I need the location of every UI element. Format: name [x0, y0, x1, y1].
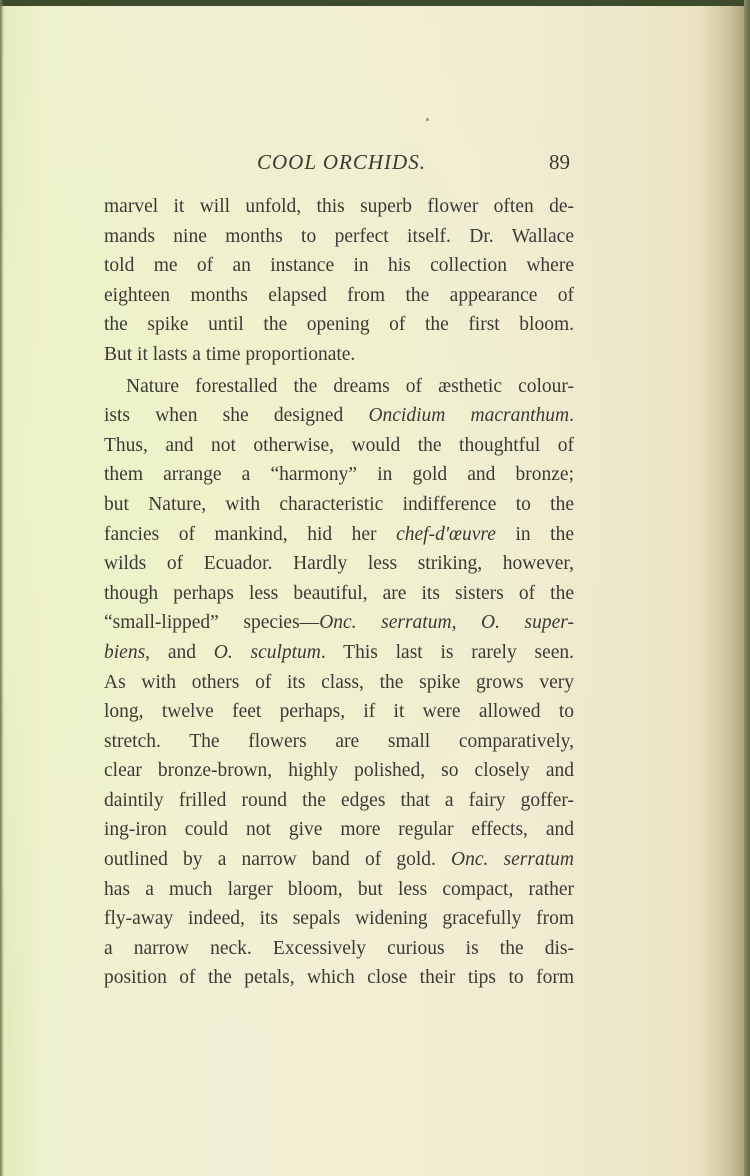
ink-speck [426, 118, 429, 121]
page-right-edge [744, 0, 750, 1176]
text-line: the spike until the opening of the first bloom. [104, 314, 574, 336]
text-line: daintily frilled round the edges that a fairy goffer- [104, 789, 574, 811]
text-line: fancies of mankind, hid her chef-d'œuvre in the [104, 523, 574, 545]
text-line: But it lasts a time proportionate. [104, 343, 356, 365]
page-top-edge [0, 0, 750, 6]
text-line: fly-away indeed, its sepals widening gracefully from [104, 908, 574, 930]
italic-term: biens [104, 641, 146, 663]
italic-term: chef-d'œuvre [396, 523, 496, 545]
page-body-text [104, 192, 574, 993]
text-line: marvel it will unfold, this superb flower often de- [104, 196, 574, 217]
italic-term: Onc. serratum [319, 612, 452, 634]
paragraph-first-line: Nature forestalled the dreams of æsthetic colour- [126, 375, 574, 397]
page-number: 89 [549, 150, 570, 174]
page-header [104, 150, 572, 182]
text-line: them arrange a “harmony” in gold and bronze; [104, 464, 574, 486]
italic-term: O. sculptum [213, 641, 321, 663]
text-line: clear bronze-brown, highly polished, so closely and [104, 760, 574, 782]
italic-term: Oncidium macranthum [368, 405, 570, 427]
text-line: but Nature, with characteristic indifference to the [104, 493, 574, 515]
text-line: As with others of its class, the spike grows very [104, 671, 574, 693]
text-line: eighteen months elapsed from the appearance of [104, 284, 574, 306]
text-line: though perhaps less beautiful, are its sisters of the [104, 582, 574, 604]
text-line: stretch. The flowers are small comparatively, [104, 730, 574, 752]
text-line: a narrow neck. Excessively curious is the dis- [104, 937, 574, 959]
text-line: long, twelve feet perhaps, if it were allowed to [104, 701, 574, 723]
text-line: ists when she designed Oncidium macranthum. [104, 405, 575, 427]
text-line: “small-lipped” species—Onc. serratum, O. super- [104, 612, 574, 634]
italic-term: O. super- [481, 612, 574, 634]
text-line: wilds of Ecuador. Hardly less striking, however, [104, 553, 574, 575]
text-line: has a much larger bloom, but less compact, rather [104, 878, 574, 900]
text-line: mands nine months to perfect itself. Dr. Wallace [104, 225, 574, 247]
page-left-edge [0, 0, 4, 1176]
text-line: ing-iron could not give more regular effects, and [104, 819, 574, 841]
text-line: outlined by a narrow band of gold. Onc. serratum [104, 849, 574, 871]
italic-term: Onc. serratum [451, 849, 574, 871]
text-line: Thus, and not otherwise, would the thoughtful of [104, 434, 574, 456]
text-line: told me of an instance in his collection where [104, 255, 574, 277]
running-title: COOL ORCHIDS. [257, 150, 426, 174]
text-line: position of the petals, which close their tips to form [104, 967, 574, 989]
text-line: biens, and O. sculptum. This last is rarely seen. [104, 641, 575, 663]
